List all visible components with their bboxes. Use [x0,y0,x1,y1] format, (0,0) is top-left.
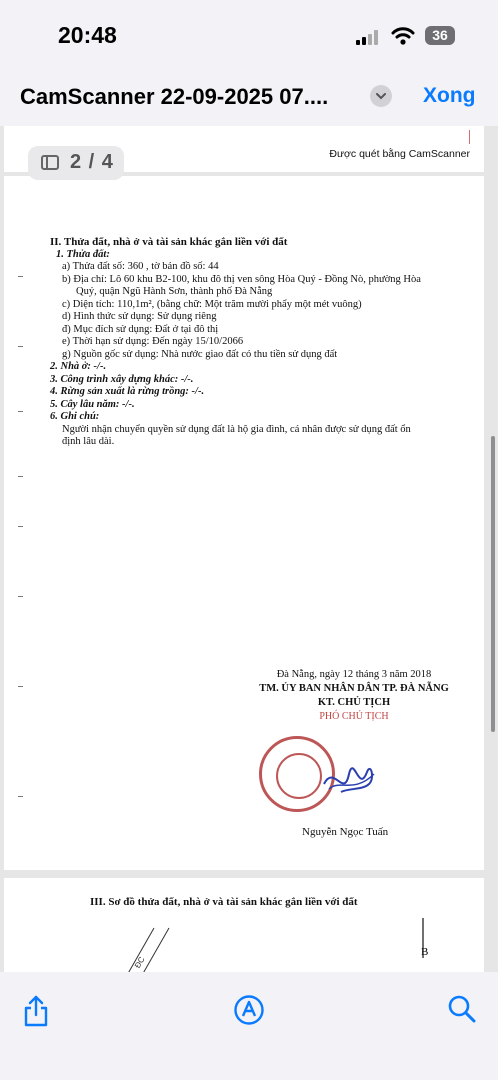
page-margin-marks [18,236,28,856]
section-3-title: III. Sơ đồ thửa đất, nhà ở và tài sản khác gắn liền với đất [90,896,358,908]
cellular-signal-icon [356,29,382,45]
nav-bar [0,68,498,126]
land-term: e) Thời hạn sử dụng: Đến ngày 15/10/2066 [62,336,244,347]
status-bar [0,0,498,68]
forest-item: 4. Rừng sản xuất là rừng trồng: -/-. [50,386,205,397]
perennial-tree-item: 5. Cây lâu năm: -/-. [50,398,135,410]
land-plot-diagram [104,918,194,972]
document-text [50,236,470,449]
land-area: c) Diện tích: 110,1m², (bằng chữ: Một trăm mười phẩy một mét vuông) [62,298,362,310]
wifi-icon [391,26,415,46]
page-indicator[interactable] [28,146,124,180]
notes-line-2: định lâu dài. [62,436,115,447]
land-address: b) Địa chỉ: Lô 60 khu B2-100, khu đô thị ven sông Hòa Quý - Đồng Nò, phường Hòa [62,273,421,285]
issue-date: Đà Nẵng, ngày 12 tháng 3 năm 2018 [276,669,432,680]
chevron-down-icon [370,85,392,107]
signer-title: KT. CHỦ TỊCH [317,697,391,708]
page-3 [4,878,484,972]
section-2-title: II. Thửa đất, nhà ở và tài sản khác gắn liền với đất [50,236,288,248]
land-usage-form: d) Hình thức sử dụng: Sử dụng riêng [62,311,217,322]
handwritten-signature-icon [319,744,379,804]
share-icon[interactable] [22,994,50,1028]
scrollbar[interactable] [491,436,495,732]
status-time: 20:48 [58,22,117,48]
markup-icon[interactable] [233,994,265,1026]
title-menu-button[interactable] [370,85,392,107]
land-address-cont: Quý, quận Ngũ Hành Sơn, thành phố Đà Nẵng [76,286,273,297]
document-icon [41,155,59,170]
done-button[interactable]: Xong [423,84,476,107]
land-heading: 1. Thửa đất: [56,248,110,260]
notes-line-1: Người nhận chuyển quyền sử dụng đất là hộ gia đình, cá nhân được sử dụng đất ổn [62,423,411,435]
issuing-org: TM. ỦY BAN NHÂN DÂN TP. ĐÀ NẴNG [259,683,449,694]
signer-name: Nguyễn Ngọc Tuấn [302,826,389,838]
notes-heading: 6. Ghi chú: [50,411,100,422]
land-number: a) Thửa đất số: 360 , tờ bản đồ số: 44 [62,261,219,272]
house-item: 2. Nhà ở: -/-. [50,361,107,372]
land-purpose: đ) Mục đích sử dụng: Đất ở tại đô thị [62,323,219,335]
road-label: ĐC [132,955,147,970]
page-indicator-text: 2 / 4 [70,151,114,173]
scanner-watermark: Được quét bằng CamScanner [329,148,470,160]
vice-chair-title: PHÓ CHỦ TỊCH [319,711,389,722]
signature-block [234,668,474,724]
document-title: CamScanner 22-09-2025 07.... [20,84,329,109]
land-origin: g) Nguồn gốc sử dụng: Nhà nước giao đất có thu tiền sử dụng đất [62,348,338,360]
document-viewer[interactable] [0,126,498,972]
search-icon[interactable] [447,994,477,1024]
edge-mark [469,130,478,144]
battery-indicator: 36 [425,26,455,45]
page-2 [4,176,484,870]
other-construction-item: 3. Công trình xây dựng khác: -/-. [50,373,194,385]
north-label: B [421,946,429,958]
bottom-toolbar [0,972,498,1080]
